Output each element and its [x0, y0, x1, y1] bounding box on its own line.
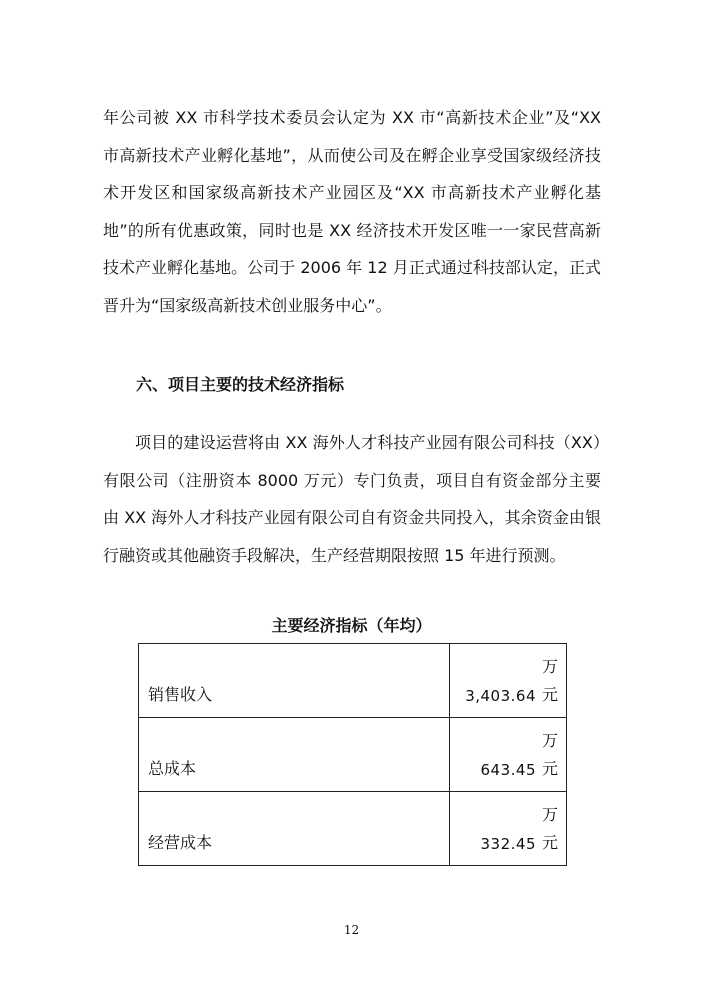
unit-label-bottom: 元 — [541, 685, 558, 704]
row-value: 332.45 — [480, 835, 536, 853]
table-row — [139, 718, 567, 792]
row-value-cell — [450, 644, 567, 718]
table-row — [139, 792, 567, 866]
unit-label-bottom: 元 — [541, 833, 558, 852]
section-heading: 六、项目主要的技术经济指标 — [136, 375, 345, 394]
unit-label-top: 万 — [541, 731, 558, 750]
row-value-cell — [450, 792, 567, 866]
unit-label-top: 万 — [541, 657, 558, 676]
row-label: 经营成本 — [139, 792, 450, 866]
table-caption: 主要经济指标（年均） — [271, 616, 432, 635]
table-row — [139, 644, 567, 718]
body-paragraph-project: 项目的建设运营将由 XX 海外人才科技产业园有限公司科技（XX）有限公司（注册资本 8000 万元）专门负责，项目自有资金部分主要由 XX 海外人才科技产业园有限公司自有资金共同投入，其余资金由银行融资或其他融资手段解决，生产经营期限按照 15 年进行预测。 — [103, 433, 601, 565]
page-number: 12 — [343, 923, 360, 937]
row-value-cell — [450, 718, 567, 792]
economic-indicators-table — [138, 643, 567, 866]
row-value: 643.45 — [480, 761, 536, 779]
row-label: 销售收入 — [139, 644, 450, 718]
body-paragraph-intro: 年公司被 XX 市科学技术委员会认定为 XX 市“高新技术企业”及“XX 市高新技术产业孵化基地”，从而使公司及在孵企业享受国家级经济技术开发区和国家级高新技术产业园区及“XX 市高新技术产业孵化基地”的所有优惠政策，同时也是 XX 经济技术开发区唯一一家民营高新技术产业孵化基地。公司于 2006 年 12 月正式通过科技部认定，正式晋升为“国家级高新技术创业服务中心”。 — [103, 108, 601, 315]
unit-label-bottom: 元 — [541, 759, 558, 778]
row-label: 总成本 — [139, 718, 450, 792]
unit-label-top: 万 — [541, 805, 558, 824]
row-value: 3,403.64 — [465, 687, 536, 705]
